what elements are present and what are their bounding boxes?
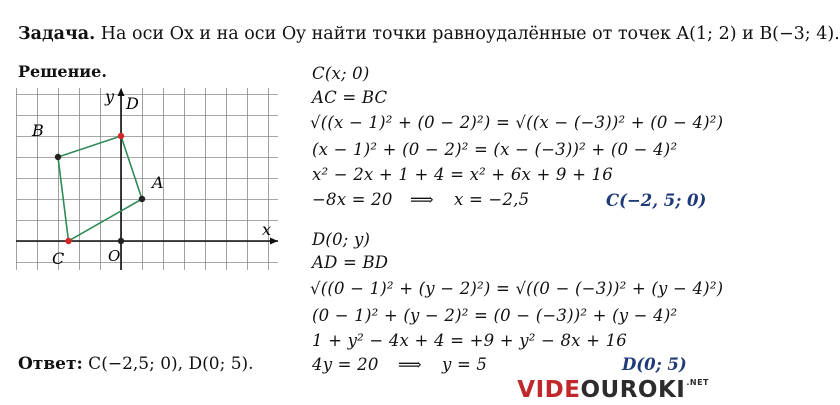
c-line-5: x² − 2x + 1 + 4 = x² + 6x + 9 + 16 [312,165,613,184]
points [55,133,145,244]
answer-label: Ответ: [18,354,83,374]
point-a [139,196,145,202]
point-c [65,238,71,244]
c-line-6a: −8x = 20 [312,190,393,209]
c-line-1: C(x; 0) [312,64,370,83]
d-line-5: 1 + y² − 4x + 4 = +9 + y² − 8x + 16 [312,331,627,350]
grid-lines [16,88,278,270]
point-label-c: C [52,249,65,268]
d-line-3: √((0 − 1)² + (y − 2)²) = √((0 − (−3))² + (y − 4)²) [310,279,724,298]
coordinate-grid [16,88,278,270]
x-axis-arrow [270,238,278,245]
quadrilateral-acbd [58,136,142,241]
answer [18,354,254,374]
problem-text: На оси Ox и на оси Oy найти точки равноудалённые от точек A(1; 2) и B(−3; 4). [95,24,840,44]
d-line-4: (0 − 1)² + (y − 2)² = (0 − (−3))² + (y − 4)² [312,306,678,325]
d-line-6b: y = 5 [442,355,488,374]
d-line-2: AD = BD [312,253,389,272]
c-line-6b: x = −2,5 [454,190,530,209]
point-label-d: D [126,94,139,113]
logo-part-rest: OUROKI [580,377,686,403]
y-axis-arrow [118,88,125,96]
d-line-6a: 4y = 20 [312,355,379,374]
c-line-3: √((x − 1)² + (0 − 2)²) = √((x − (−3))² + (0 − 4)²) [310,113,724,132]
point-label-b: B [32,121,44,140]
point-label-a: A [152,173,164,192]
answer-text: C(−2,5; 0), D(0; 5). [82,354,254,374]
solution-label: Решение. [18,62,107,81]
x-axis-label: x [262,220,272,239]
c-result: C(−2, 5; 0) [606,191,707,210]
c-line-2: AC = BC [312,88,388,107]
point-origin [118,238,124,244]
problem-label: Задача. [18,24,96,44]
d-result: D(0; 5) [622,355,687,374]
c-line-4: (x − 1)² + (0 − 2)² = (x − (−3))² + (0 − 4)² [312,140,678,159]
point-b [55,154,61,160]
logo-part-vid: VIDE [517,377,581,403]
d-line-1: D(0; y) [312,230,371,249]
problem-statement [18,24,840,44]
logo-part-net: .NET [686,378,709,387]
c-arrow: ⟹ [410,190,434,209]
d-arrow: ⟹ [398,355,422,374]
origin-label: O [108,247,121,265]
point-d [118,133,124,139]
y-axis-label: y [105,87,115,106]
videouroki-logo [517,377,708,403]
